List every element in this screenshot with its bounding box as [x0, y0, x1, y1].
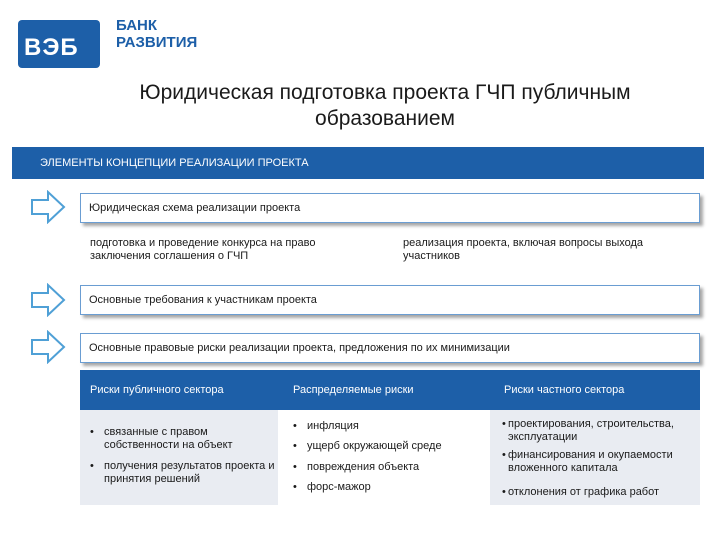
column-header-public — [80, 370, 278, 410]
bullet-icon: • — [293, 481, 297, 493]
arrow-right-icon — [30, 190, 66, 224]
list-item: • ущерб окружающей среде — [293, 440, 442, 452]
column-header-public-label: Риски публичного сектора — [90, 384, 224, 396]
list-item: • отклонения от графика работ — [502, 486, 660, 498]
bank-name-line2: РАЗВИТИЯ — [116, 34, 198, 51]
bank-name-line1: БАНК — [116, 17, 158, 34]
legal-risks-label: Основные правовые риски реализации проекта, предложения по их минимизации — [89, 342, 510, 354]
page-title: Юридическая подготовка проекта ГЧП публичным образованием — [139, 81, 631, 130]
legal-risks-box — [80, 333, 700, 363]
bullet-icon: • — [502, 486, 506, 498]
bullet-icon: • — [293, 461, 297, 473]
bullet-icon: • — [293, 440, 297, 452]
legal-scheme-label: Юридическая схема реализации проекта — [89, 202, 301, 214]
column-header-private-label: Риски частного сектора — [504, 384, 625, 396]
column-body-shared — [278, 410, 490, 505]
section-header: ЭЛЕМЕНТЫ КОНЦЕПЦИИ РЕАЛИЗАЦИИ ПРОЕКТА — [12, 147, 704, 179]
column-body-private — [490, 410, 700, 505]
arrow-right-icon — [30, 330, 66, 364]
bullet-icon: • — [502, 449, 506, 461]
list-item: • форс-мажор — [293, 481, 371, 493]
scheme-left-text: подготовка и проведение конкурса на право заключения соглашения о ГЧП — [90, 237, 316, 262]
list-item: • проектирования, строительства, эксплуатации — [502, 418, 674, 443]
bank-name — [116, 17, 197, 51]
column-header-private — [490, 370, 700, 410]
requirements-box — [80, 285, 700, 315]
bullet-icon: • — [90, 460, 94, 472]
list-item: • получения результатов проекта и принятия решений — [90, 460, 275, 485]
legal-scheme-box — [80, 193, 700, 223]
column-header-shared — [278, 370, 490, 410]
column-body-public — [80, 410, 278, 505]
logo-text: ВЭБ — [24, 34, 79, 61]
scheme-right-text: реализация проекта, включая вопросы выхода участников — [403, 237, 644, 262]
column-header-shared-label: Распределяемые риски — [293, 384, 414, 396]
list-item: • инфляция — [293, 420, 359, 432]
list-item: • повреждения объекта — [293, 461, 420, 473]
bullet-icon: • — [90, 426, 94, 438]
bullet-icon: • — [293, 420, 297, 432]
requirements-label: Основные требования к участникам проекта — [89, 294, 317, 306]
list-item: • связанные с правом собственности на объект — [90, 426, 233, 451]
bullet-icon: • — [502, 418, 506, 430]
list-item: • финансирования и окупаемости вложенного капитала — [502, 449, 673, 474]
arrow-right-icon — [30, 283, 66, 317]
